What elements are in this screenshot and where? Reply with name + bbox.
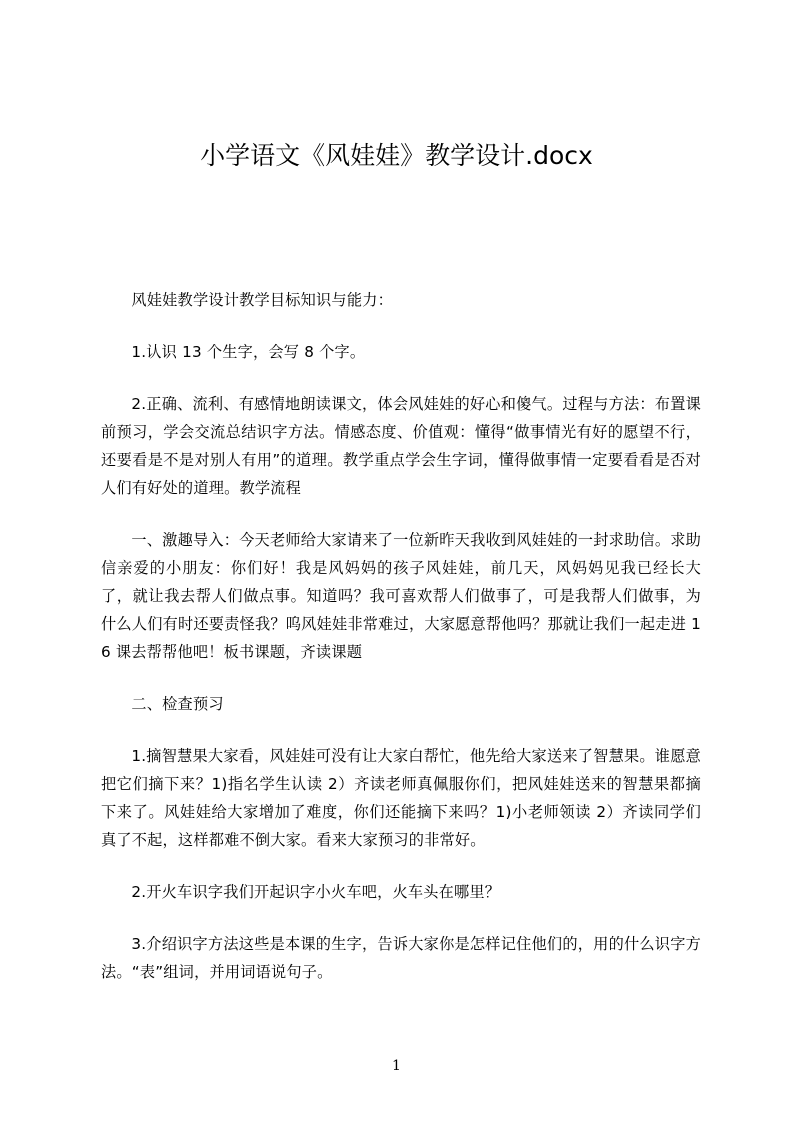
paragraph-preview-2: 2.开火车识字我们开起识字小火车吧，火车头在哪里？ [131,883,501,901]
paragraph-objective-2: 2.正确、流利、有感情地朗读课文，体会风娃娃的好心和傻气。过程与方法：布置课前预习，学会交流总结识字方法。情感态度、价值观：懂得“做事情光有好的愿望不行，还要看是不是对别人有用”的道理。教学重点学会生字词，懂得做事情一定要看看是否对人们有好处的道理。教学流程 [101,395,701,497]
paragraph-introduction: 一、激趣导入：今天老师给大家请来了一位新昨天我收到风娃娃的一封求助信。求助信亲爱的小朋友：你们好！我是风妈妈的孩子风娃娃，前几天，风妈妈见我已经长大了，就让我去帮人们做点事。知道吗？我可喜欢帮人们做事了，可是我帮人们做事，为什么人们有时还要责怪我？呜风娃娃非常难过，大家愿意帮他吗？那就让我们一起走进 16 课去帮帮他吧！板书课题，齐读课题 [101,531,701,661]
paragraph-preview-3: 3.介绍识字方法这些是本课的生字，告诉大家你是怎样记住他们的，用的什么识字方法。“表”组词，并用词语说句子。 [101,935,701,981]
paragraph-preview-heading: 二、检查预习 [131,695,224,713]
paragraph-objectives-heading: 风娃娃教学设计教学目标知识与能力： [131,291,393,309]
document-title: 小学语文《风娃娃》教学设计.docx [200,141,593,170]
page-number: 1 [392,1058,401,1074]
paragraph-preview-1: 1.摘智慧果大家看，风娃娃可没有让大家白帮忙，他先给大家送来了智慧果。谁愿意把它们摘下来？1)指名学生认读 2）齐读老师真佩服你们，把风娃娃送来的智慧果都摘下来了。风娃娃给大家增加了难度，你们还能摘下来吗？1)小老师领读 2）齐读同学们真了不起，这样都难不倒大家。看来大家预习的非常好。 [101,747,701,849]
paragraph-objective-1: 1.认识 13 个生字，会写 8 个字。 [131,343,366,361]
document-body [101,286,701,1010]
